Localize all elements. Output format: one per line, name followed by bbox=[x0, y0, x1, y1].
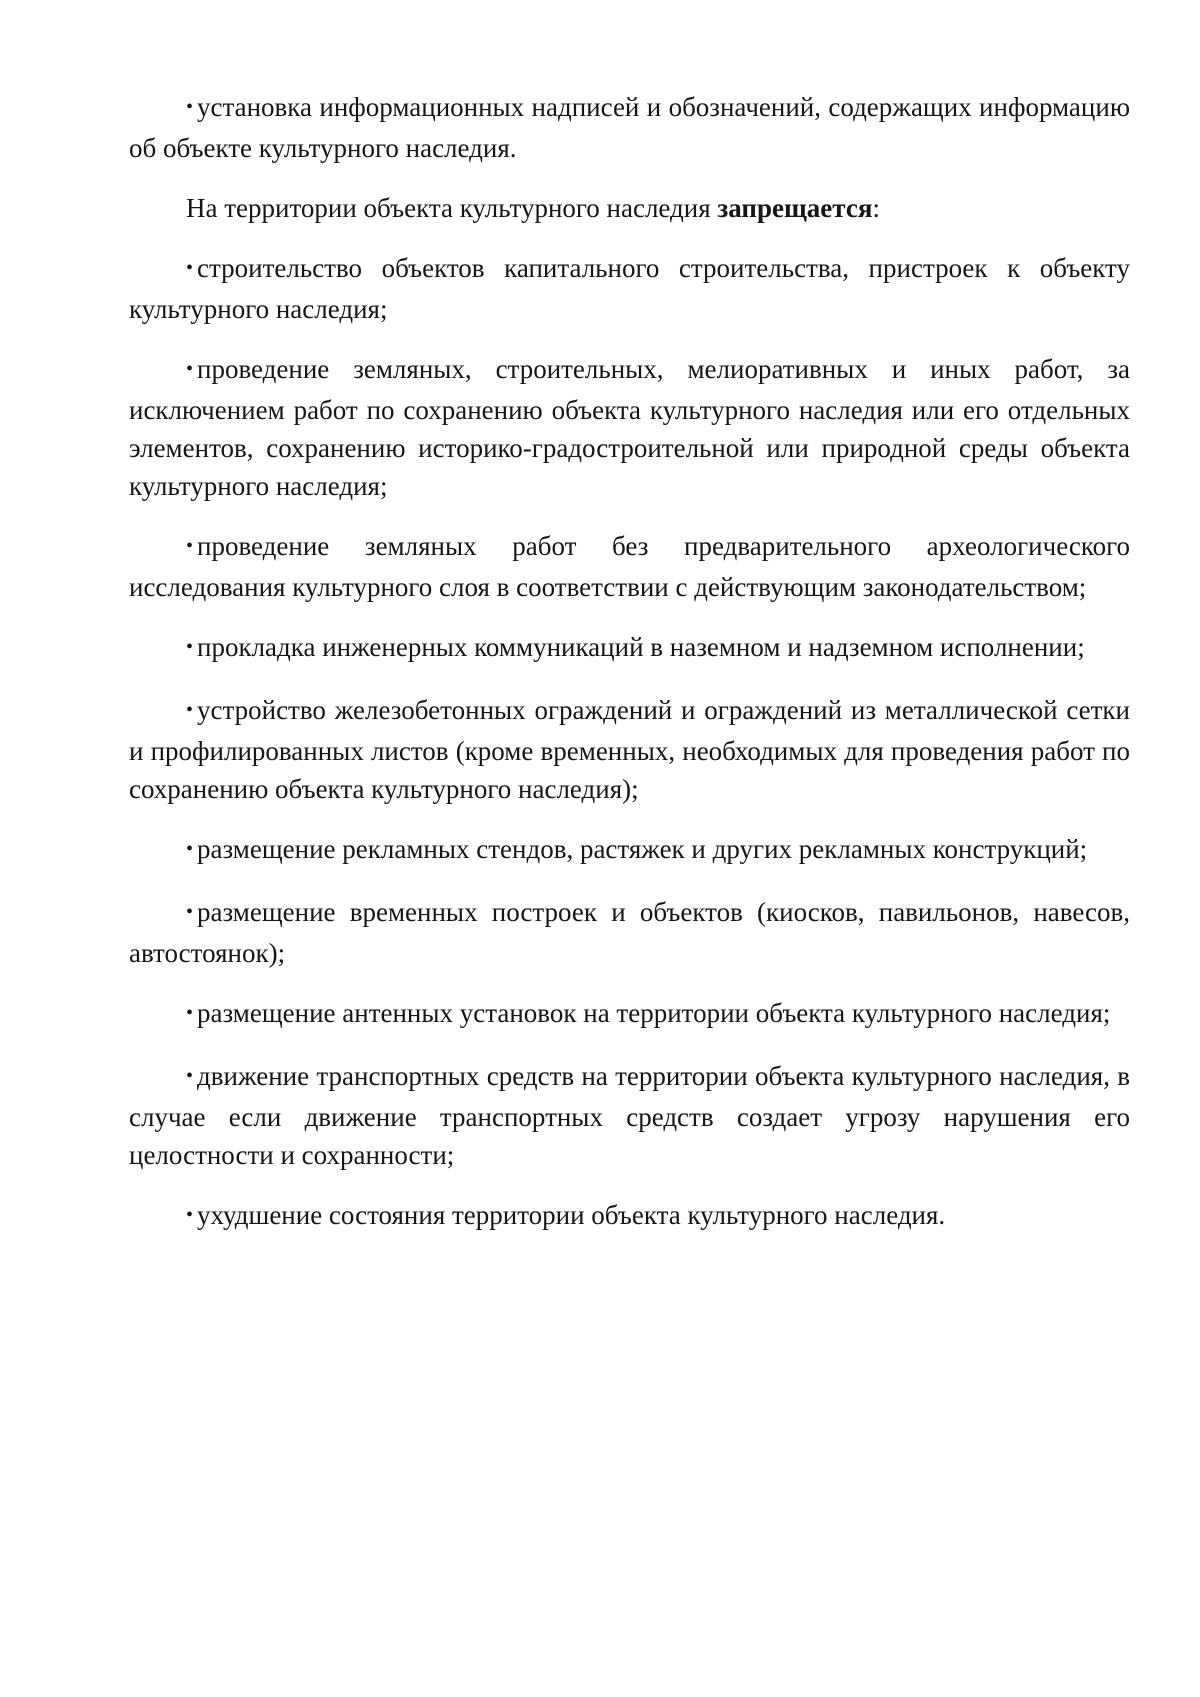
list-item-construction bbox=[129, 249, 1130, 328]
list-item-archaeology bbox=[129, 527, 1130, 606]
list-item-text: размещение временных построек и объектов (киосков, павильонов, навесов, автостоянок); bbox=[129, 897, 1130, 968]
bullet-icon: • bbox=[186, 96, 194, 118]
heading-intro: На территории объекта культурного наследия bbox=[186, 193, 718, 223]
list-item-text: проведение земляных, строительных, мелиоративных и иных работ, за исключением работ по сохранению объекта культурного наследия или его отдельных элементов, сохранению историко-градостроительной или природной среды объекта культурного наследия; bbox=[129, 354, 1130, 501]
bullet-icon: • bbox=[186, 358, 194, 380]
list-item-fences bbox=[129, 691, 1130, 808]
list-item-text: движение транспортных средств на территории объекта культурного наследия, в случае если движение транспортных средств создает угрозу нарушения его целостности и сохранности; bbox=[129, 1061, 1130, 1170]
list-item-text: установка информационных надписей и обозначений, содержащих информацию об объекте культурного наследия. bbox=[129, 92, 1130, 163]
bullet-icon: • bbox=[186, 1065, 194, 1087]
list-item-earthworks bbox=[129, 350, 1130, 505]
list-item-text: размещение антенных установок на территории объекта культурного наследия; bbox=[197, 998, 1111, 1028]
list-item-antennas bbox=[129, 994, 1130, 1035]
list-item-text: прокладка инженерных коммуникаций в наземном и надземном исполнении; bbox=[197, 632, 1085, 662]
list-item-text: строительство объектов капитального строительства, пристроек к объекту культурного наследия; bbox=[129, 253, 1130, 324]
bullet-icon: • bbox=[186, 535, 194, 557]
bullet-icon: • bbox=[186, 1002, 194, 1024]
bullet-icon: • bbox=[186, 257, 194, 279]
list-item-text: ухудшение состояния территории объекта культурного наследия. bbox=[197, 1200, 946, 1230]
list-item-temporary-buildings bbox=[129, 893, 1130, 972]
list-item-utilities bbox=[129, 628, 1130, 669]
bullet-icon: • bbox=[186, 699, 194, 721]
bullet-icon: • bbox=[186, 838, 194, 860]
list-item-text: размещение рекламных стендов, растяжек и других рекламных конструкций; bbox=[197, 834, 1088, 864]
list-item-traffic bbox=[129, 1057, 1130, 1174]
bullet-icon: • bbox=[186, 1204, 194, 1226]
heading-tail: : bbox=[872, 193, 880, 223]
prohibition-heading bbox=[129, 189, 1130, 227]
bullet-icon: • bbox=[186, 901, 194, 923]
list-item-signage bbox=[129, 88, 1130, 167]
list-item-advertising bbox=[129, 830, 1130, 871]
list-item-deterioration bbox=[129, 1196, 1130, 1237]
heading-emphasis: запрещается bbox=[717, 193, 873, 223]
list-item-text: устройство железобетонных ограждений и ограждений из металлической сетки и профилированных листов (кроме временных, необходимых для проведения работ по сохранению объекта культурного наследия); bbox=[129, 695, 1130, 804]
bullet-icon: • bbox=[186, 636, 194, 658]
list-item-text: проведение земляных работ без предварительного археологического исследования культурного слоя в соответствии с действующим законодательством; bbox=[129, 531, 1130, 602]
